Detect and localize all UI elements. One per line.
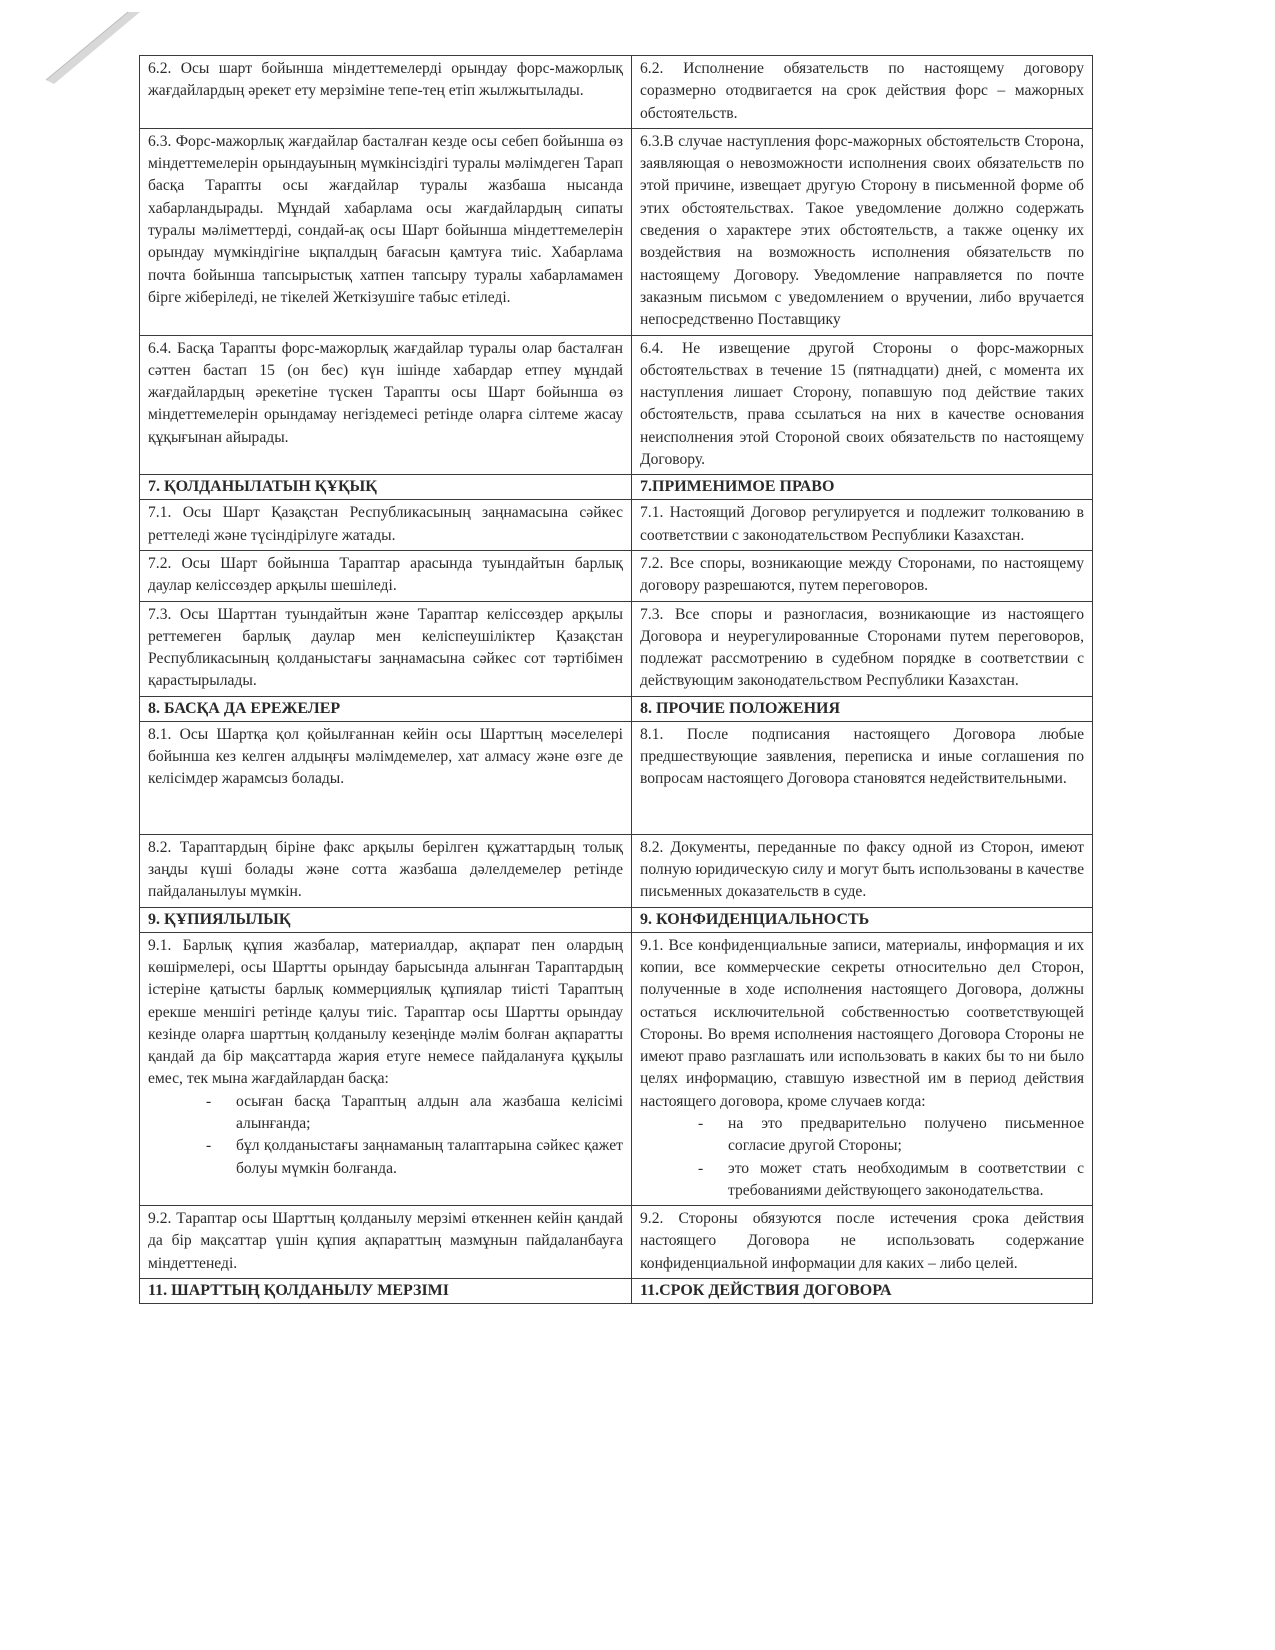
table-row <box>140 721 1093 834</box>
cell-ru <box>632 1206 1093 1279</box>
folded-corner <box>40 8 150 88</box>
exceptions-list-kk <box>148 1091 623 1180</box>
table-row <box>140 834 1093 907</box>
cell-kk <box>140 550 632 601</box>
table-row <box>140 601 1093 696</box>
clause-9-2-ru: 9.2. Стороны обязуются после истечения срока действия настоящего Договора не использовать содержание конфиденциальной информации для каких – либо целей. <box>640 1210 1084 1272</box>
clause-8-2-kk: 8.2. Тараптардың біріне факс арқылы берілген құжаттардың толық заңды күші болады және сотта жазбаша дәлелдемелер ретінде пайдаланылуы мүмкін. <box>148 838 623 901</box>
cell-kk <box>140 500 632 551</box>
clause-6-3-kk: 6.3. Форс-мажорлық жағдайлар басталған кезде осы себеп бойынша өз міндеттемелерін орындауының мүмкінсіздігі туралы мәлімдеген Тарап басқа Тарапты осы жағдайлар туралы жазбаша нысанда хабарландырады. Мұндай хабарлама осы жағдайлардың сипаты туралы мәліметтерді, сондай-ақ осы Шарт бойынша міндеттемелерін орындау мүмкіндігіне ықпалдың бағасын қамтуға тиіс. Хабарлама почта бойынша тапсырыстық хатпен тапсыру туралы хабарламамен бірге жіберіледі, не тікелей Жеткізушіге табыс етіледі. <box>148 132 623 306</box>
cell-kk <box>140 1206 632 1279</box>
cell-kk <box>140 56 632 129</box>
section-header-row <box>140 907 1093 932</box>
section-11-title-ru: 11.СРОК ДЕЙСТВИЯ ДОГОВОРА <box>632 1279 1093 1304</box>
clause-9-1-kk: 9.1. Барлық құпия жазбалар, материалдар, ақпарат пен олардың көшірмелері, осы Шартты орындау барысында алынған Тараптардың істеріне қатысты барлық коммерциялық құпиялар тиісті Тараптың ерекше меншігі ретінде қалуы тиіс. Тараптар осы Шартты орындау кезінде оларға шарттың қолданылу кезеңінде мәлім болған ақпаратты қандай да бір мақсаттарда жария етуге немесе пайдалануға құқылы емес, тек мына жағдайлардан басқа: <box>148 936 623 1088</box>
list-item: - бұл қолданыстағы заңнаманың талаптарына сәйкес қажет болуы мүмкін болғанда. <box>206 1135 623 1180</box>
table-row <box>140 56 1093 129</box>
table-row <box>140 932 1093 1206</box>
table-row <box>140 500 1093 551</box>
table-row <box>140 335 1093 475</box>
exceptions-list-ru <box>640 1113 1084 1202</box>
cell-kk <box>140 834 632 907</box>
clause-8-2-ru: 8.2. Документы, переданные по факсу одной из Сторон, имеют полную юридическую силу и могут быть использованы в качестве письменных доказательств в суде. <box>640 838 1084 901</box>
section-7-title-ru: 7.ПРИМЕНИМОЕ ПРАВО <box>632 475 1093 500</box>
clause-7-1-ru: 7.1. Настоящий Договор регулируется и подлежит толкованию в соответствии с законодательством Республики Казахстан. <box>640 504 1084 544</box>
cell-kk <box>140 335 632 475</box>
cell-kk <box>140 601 632 696</box>
cell-ru <box>632 335 1093 475</box>
clause-7-3-ru: 7.3. Все споры и разногласия, возникающие из настоящего Договора и неурегулированные Сторонами путем переговоров, подлежат рассмотрению в судебном порядке в соответствии с действующим законодательством Республики Казахстан. <box>640 605 1084 690</box>
list-item: - это может стать необходимым в соответствии с требованиями действующего законодательства. <box>698 1158 1084 1203</box>
clause-6-4-ru: 6.4. Не извещение другой Стороны о форс-мажорных обстоятельствах в течение 15 (пятнадцати) дней, с момента их наступления лишает Сторону, попавшую под действие таких обстоятельств, права ссылаться на них в качестве основания неисполнения этой Стороной своих обязательств по настоящему Договору. <box>640 339 1084 469</box>
clause-7-2-kk: 7.2. Осы Шарт бойынша Тараптар арасында туындайтын барлық даулар келіссөздер арқылы шешіледі. <box>148 554 623 595</box>
section-header-row <box>140 696 1093 721</box>
clause-8-1-kk: 8.1. Осы Шартқа қол қойылғаннан кейін осы Шарттың мәселелері бойынша кез келген алдыңғы мәлімдемелер, хат алмасу және өзге де келісімдер жарамсыз болады. <box>148 725 623 788</box>
section-8-title-ru: 8. ПРОЧИЕ ПОЛОЖЕНИЯ <box>632 696 1093 721</box>
cell-kk <box>140 128 632 335</box>
cell-ru <box>632 601 1093 696</box>
section-9-title-ru: 9. КОНФИДЕНЦИАЛЬНОСТЬ <box>632 907 1093 932</box>
section-8-title-kk: 8. БАСҚА ДА ЕРЕЖЕЛЕР <box>140 696 632 721</box>
clause-8-1-ru: 8.1. После подписания настоящего Договора любые предшествующие заявления, переписка и иные соглашения по вопросам настоящего Договора становятся недействительными. <box>640 725 1084 788</box>
clause-7-1-kk: 7.1. Осы Шарт Қазақстан Республикасының заңнамасына сәйкес реттеледі және түсіндірілуге жатады. <box>148 504 623 544</box>
clause-6-4-kk: 6.4. Басқа Тарапты форс-мажорлық жағдайлар туралы олар басталған сәттен бастап 15 (он бес) күн ішінде хабардар етпеу мұндай жағдайлардың әрекетіне түскен Тарапты осы Шарт бойынша өз міндеттемелерін орындамау негіздемесі ретінде оларға сілтеме жасау құқығынан айырады. <box>148 339 623 446</box>
list-item: - на это предварительно получено письменное согласие другой Стороны; <box>698 1113 1084 1158</box>
cell-ru <box>632 550 1093 601</box>
clause-6-2-kk: 6.2. Осы шарт бойынша міндеттемелерді орындау форс-мажорлық жағдайлардың әрекет ету мерзіміне тепе-тең етіп жылжытылады. <box>148 60 623 100</box>
table-row <box>140 550 1093 601</box>
cell-ru <box>632 932 1093 1206</box>
cell-ru <box>632 500 1093 551</box>
clause-6-2-ru: 6.2. Исполнение обязательств по настоящему договору соразмерно отодвигается на срок действия форс – мажорных обстоятельств. <box>640 60 1084 122</box>
cell-kk <box>140 932 632 1206</box>
clause-7-2-ru: 7.2. Все споры, возникающие между Сторонами, по настоящему договору разрешаются, путем переговоров. <box>640 554 1084 595</box>
contract-table <box>139 55 1093 1304</box>
clause-6-3-ru: 6.3.В случае наступления форс-мажорных обстоятельств Сторона, заявляющая о невозможности исполнения своих обязательств по этой причине, извещает другую Сторону в письменной форме об этих обстоятельствах. Такое уведомление должно содержать сведения о характере этих обстоятельств, а также оценку их воздействия на возможность исполнения обязательств по настоящему Договору. Уведомление направляется по почте заказным письмом с уведомлением о вручении, либо вручается непосредственно Поставщику <box>640 132 1084 329</box>
cell-ru <box>632 128 1093 335</box>
section-header-row <box>140 1279 1093 1304</box>
table-row <box>140 128 1093 335</box>
clause-7-3-kk: 7.3. Осы Шарттан туындайтын және Тараптар келіссөздер арқылы реттемеген барлық даулар мен келіспеушіліктер Қазақстан Республикасының қолданыстағы заңнамасына сәйкес сот тәртібімен қарастырылады. <box>148 605 623 690</box>
section-header-row <box>140 475 1093 500</box>
cell-kk <box>140 721 632 834</box>
section-11-title-kk: 11. ШАРТТЫҢ ҚОЛДАНЫЛУ МЕРЗІМІ <box>140 1279 632 1304</box>
list-item: - осыған басқа Тараптың алдын ала жазбаша келісімі алынғанда; <box>206 1091 623 1136</box>
clause-9-2-kk: 9.2. Тараптар осы Шарттың қолданылу мерзімі өткеннен кейін қандай да бір мақсаттар үшін құпия ақпараттың мазмұнын пайдаланбауға міндеттенеді. <box>148 1210 623 1272</box>
clause-9-1-ru: 9.1. Все конфиденциальные записи, материалы, информация и их копии, все коммерческие секреты относительно дел Сторон, полученные в ходе исполнения настоящего Договора, должны остаться исключительной собственностью соответствующей Стороны. Во время исполнения настоящего Договора Стороны не имеют право разглашать или использовать в каких бы то ни было целях информацию, ставшую известной им в период действия настоящего договора, кроме случаев когда: <box>640 936 1084 1110</box>
section-9-title-kk: 9. ҚҰПИЯЛЫЛЫҚ <box>140 907 632 932</box>
table-row <box>140 1206 1093 1279</box>
cell-ru <box>632 834 1093 907</box>
section-7-title-kk: 7. ҚОЛДАНЫЛАТЫН ҚҰҚЫҚ <box>140 475 632 500</box>
cell-ru <box>632 56 1093 129</box>
cell-ru <box>632 721 1093 834</box>
